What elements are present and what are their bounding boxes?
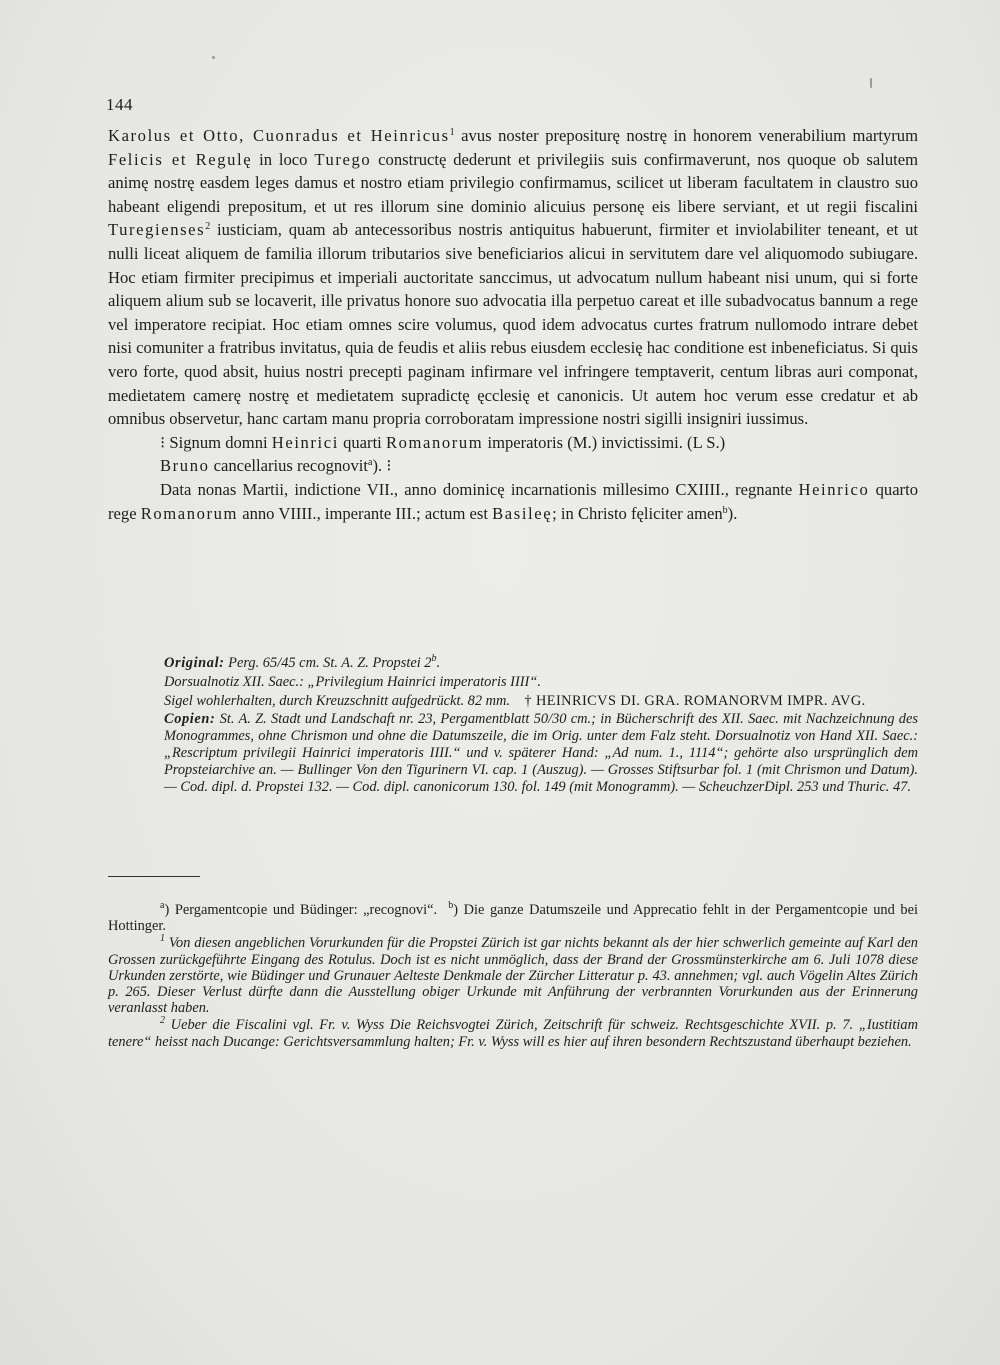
note-sigel xyxy=(108,693,918,710)
dating-place: Basileę xyxy=(492,503,553,523)
recognition-line xyxy=(108,454,918,478)
dating-clause xyxy=(108,478,918,525)
charter-text-run: in loco xyxy=(252,149,315,169)
footnote-marker-b: b xyxy=(448,900,454,911)
note-text: St. A. Z. Stadt und Landschaft nr. 23, Pergamentblatt 50/30 cm.; in Bücherschrift des XII. Saec. mit Nachzeichnung des Monogrammes, ohne Chrismon und ohne die Datumszeile, die im Orig. unter dem Falz steht. Dorsualnotiz von Hand XII. Saec.: „Rescriptum privilegii Hainrici imperatoris IIII.“ und v. späterer Hand: „Ad num. 1., 1114“; gehörte also ursprünglich dem Propsteiarchive an. — Bullinger Von den Tigurinern VI. cap. 1 (Auszug). — Grosses Stiftsurbar fol. 1 (mit Chrismon und Datum). — Cod. dipl. d. Propstei 132. — Cod. dipl. canonicorum 130. fol. 149 (mit Monogramm). — ScheuchzerDipl. 253 und Thuric. 47. xyxy=(164,711,918,795)
dating-text: anno VIIII., imperante III.; actum est xyxy=(238,503,493,523)
signum-romanorum: Romanorum xyxy=(385,432,484,452)
dating-romanorum: Romanorum xyxy=(140,503,239,523)
note-text: . xyxy=(436,655,441,671)
footnote-2 xyxy=(108,1017,918,1049)
footnote-marker-1: 1 xyxy=(160,933,165,945)
footnote-1 xyxy=(108,935,918,1016)
note-text: Perg. 65/45 cm. St. A. Z. Propstei 2 xyxy=(224,655,432,671)
dating-text: Data nonas Martii, indictione VII., anno dominicę incarnationis millesimo CXIIII., regnante xyxy=(160,479,799,499)
footnote-a-b xyxy=(108,902,918,934)
footnote-text: ) Die ganze Datumszeile und Apprecatio fehlt in der Pergamentcopie und bei Hottinger. xyxy=(108,902,918,935)
source-notes xyxy=(108,655,918,797)
recognition-text: ). ⁝ xyxy=(372,456,392,476)
paper-speck xyxy=(212,56,215,59)
note-copien xyxy=(108,711,918,795)
dating-name: Heinrico xyxy=(798,479,870,499)
footnote-ref-2[interactable]: 2 xyxy=(205,221,211,233)
footnote-text: ) Pergamentcopie und Büdinger: „recognovi“. xyxy=(164,902,438,918)
footnote-text: Ueber die Fiscalini vgl. Fr. v. Wyss Die Reichsvogtei Zürich, Zeitschrift für schweiz. Rechtsgeschichte XVII. p. 7. „Iustitiam tenere“ heisst nach Ducange: Gerichtsversammlung halten; Fr. v. Wyss will es hier auf ihren besondern Rechtszustand überhaupt beziehen. xyxy=(108,1017,918,1050)
charter-body xyxy=(108,124,918,431)
footnote-rule xyxy=(108,876,200,877)
footnote-ref-a[interactable]: a xyxy=(367,457,373,469)
signum-text: imperatoris (M.) invictissimi. (L S.) xyxy=(483,432,726,452)
charter-saints: Felicis et Regulę xyxy=(108,149,253,169)
note-original xyxy=(108,655,918,672)
footnote-marker-a: a xyxy=(160,900,165,911)
seal-legend: † HEINRICVS DI. GRA. ROMANORVM IMPR. AVG. xyxy=(524,692,866,709)
note-text: Sigel wohlerhalten, durch Kreuzschnitt aufgedrückt. 82 mm. xyxy=(164,692,511,709)
recognition-text: cancellarius recognovit xyxy=(209,456,368,476)
note-label-original: Original: xyxy=(164,655,225,671)
note-dorsual: Dorsualnotiz XII. Saec.: „Privilegium Hainrici imperatoris IIII“. xyxy=(164,673,541,690)
dating-text: quarto rege xyxy=(108,479,918,523)
signum-text: quarti xyxy=(338,432,386,452)
note-sup: b xyxy=(431,653,437,664)
footnote-ref-1[interactable]: 1 xyxy=(449,127,455,138)
dating-text: ; in Christo fęliciter amen xyxy=(552,503,723,523)
footnotes xyxy=(108,902,918,1051)
signum-line xyxy=(108,431,918,455)
signum-text: ⁝ Signum domni xyxy=(160,432,272,452)
footnote-marker-2: 2 xyxy=(160,1015,165,1027)
dating-text: ). xyxy=(727,503,738,523)
paper-speck xyxy=(870,78,872,88)
signum-name: Heinrici xyxy=(271,432,339,452)
chancellor-name: Bruno xyxy=(160,456,210,476)
charter-turegienses: Turegienses xyxy=(108,220,206,240)
charter-text xyxy=(108,124,918,525)
footnote-text: Von diesen angeblichen Vorurkunden für die Propstei Zürich ist gar nichts bekannt als der hier schwerlich gemeinte auf Karl den Grossen zurückgeführte Eingang des Rotulus. Doch ist es nicht unmöglich, dass der Brand der Grossmünsterkirche am 6. Juli 1078 diese Urkunden zerstörte, wie Büdinger und Grunauer Aelteste Denkmale der Zürcher Litteratur p. 43. annehmen; vgl. auch Vögelin Altes Zürich p. 265. Dieser Verlust dürfte dann die Ausstellung obiger Urkunde mit Anführung der verbrannten Vorurkunden aus der Erinnerung veranlasst haben. xyxy=(108,935,918,1017)
charter-text-run: avus noster prepositurę nostrę in honorem venerabilium martyrum xyxy=(454,126,918,145)
page-number: 144 xyxy=(106,95,133,114)
charter-text-run: constructę dederunt et privilegiis suis confirmaverunt, nos quoque ob salutem animę nostrę easdem leges damus et nostro etiam privilegio confirmamus, scilicet ut liberam facultatem in claustro suo habeant eligendi prepositum, et ut res illorum sine dominio alicuius personę eis libere serviant, et ut regii fiscalini xyxy=(108,149,919,216)
charter-text-run: iusticiam, quam ab antecessoribus nostris antiquitus habuerunt, firmiter et inviolabiliter teneant, et ut nulli liceat aliquem de familia illorum tributarios sive beneficiarios alicui in servitutem dare vel aliquomodo subiugare. Hoc etiam firmiter precipimus et imperiali auctoritate sanccimus, ut advocatum nullum habeant nisi unum, qui si forte aliquem alium sub se locaverit, ille privatus honore suo advocatia illa perpetuo careat et ille subadvocatus bannum a rege vel imperatore recipiat. Hoc etiam omnes scire volumus, quod idem advocatus curtes fratrum nullomodo intrare debet nisi comuniter a fratribus invitatus, quia de feudis et aliis rebus eiusdem ecclesię hac conditione est inbeneficiatus. Si quis vero forte, quod absit, huius nostri precepti paginam infirmare vel infringere temptaverit, centum libras auri componat, medietatem camerę nostrę et medietatem supradictę ęcclesię et canonicis. Ut autem hoc verum esse credatur et ab omnibus observetur, hanc cartam manu propria corroboratam impressione nostri sigilli insigniri iussimus. xyxy=(108,220,918,429)
charter-place: Turego xyxy=(314,149,372,169)
footnote-ref-b[interactable]: b xyxy=(722,504,728,516)
note-label-copien: Copien: xyxy=(164,711,216,728)
charter-names: Karolus et Otto, Cuonradus et Heinricus xyxy=(108,126,450,145)
